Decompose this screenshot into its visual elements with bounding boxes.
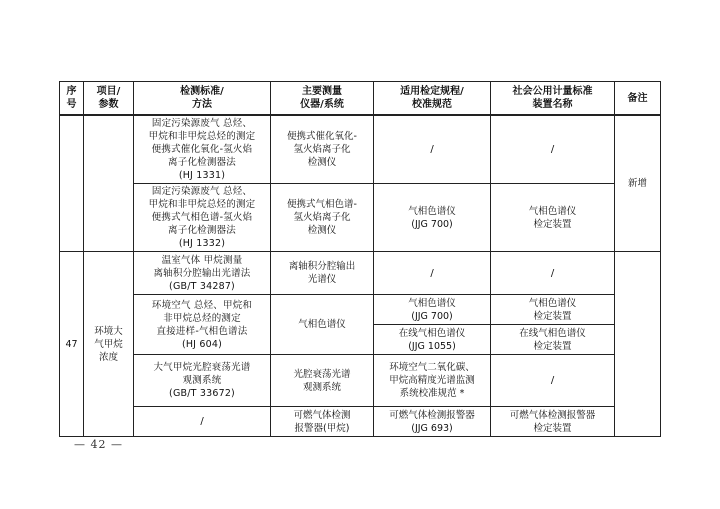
table-row [60,252,661,295]
header-seq: 序 号 [60,82,84,116]
regulation-cell: 可燃气体检测报警器 (JJG 693) [374,407,491,437]
header-method: 检测标准/ 方法 [134,82,271,116]
table-row [60,295,661,325]
table-header [60,82,661,116]
table-row [60,115,661,184]
instrument-cell: 气相色谱仪 [271,295,374,355]
metrology-standards-table [59,81,661,437]
header-instrument: 主要测量 仪器/系统 [271,82,374,116]
page-number: — 42 — [74,438,123,451]
method-cell: 固定污染源废气 总烃、 甲烷和非甲烷总烃的测定 便携式催化氧化-氢火焰 离子化检测器法 (HJ 1331) [134,115,271,184]
table-row [60,407,661,437]
method-cell: / [134,407,271,437]
header-row [60,82,661,116]
header-remark: 备注 [615,82,661,116]
seq-cell: 47 [60,252,84,437]
standard-device-cell: 气相色谱仪 检定装置 [491,295,615,325]
instrument-cell: 可燃气体检测 报警器(甲烷) [271,407,374,437]
header-regulation: 适用检定规程/ 校准规范 [374,82,491,116]
regulation-cell: 气相色谱仪 (JJG 700) [374,184,491,252]
item-cell-continued [84,115,134,252]
header-standard-device: 社会公用计量标准 装置名称 [491,82,615,116]
instrument-cell: 便携式气相色谱- 氢火焰离子化 检测仪 [271,184,374,252]
remark-cell: 新增 [615,115,661,252]
regulation-cell: / [374,252,491,295]
standard-device-cell: / [491,115,615,184]
standard-device-cell: 气相色谱仪 检定装置 [491,184,615,252]
standard-device-cell: / [491,355,615,407]
regulation-cell: / [374,115,491,184]
standard-device-cell: 在线气相色谱仪 检定装置 [491,325,615,355]
table-row [60,355,661,407]
standard-device-cell: / [491,252,615,295]
item-cell: 环境大 气甲烷 浓度 [84,252,134,437]
header-item: 项目/ 参数 [84,82,134,116]
instrument-cell: 光腔衰荡光谱 观测系统 [271,355,374,407]
regulation-cell: 环境空气二氧化碳、 甲烷高精度光谱监测 系统校准规范 * [374,355,491,407]
table-row [60,184,661,252]
instrument-cell: 离轴积分腔输出 光谱仪 [271,252,374,295]
instrument-cell: 便携式催化氧化- 氢火焰离子化 检测仪 [271,115,374,184]
remark-cell-empty [615,252,661,437]
method-cell: 固定污染源废气 总烃、 甲烷和非甲烷总烃的测定 便携式气相色谱-氢火焰 离子化检测器法 (HJ 1332) [134,184,271,252]
method-cell: 大气甲烷光腔衰荡光谱 观测系统 (GB/T 33672) [134,355,271,407]
regulation-cell: 气相色谱仪 (JJG 700) [374,295,491,325]
method-cell: 环境空气 总烃、甲烷和 非甲烷总烃的测定 直接进样-气相色谱法 (HJ 604) [134,295,271,355]
method-cell: 温室气体 甲烷测量 离轴积分腔输出光谱法 (GB/T 34287) [134,252,271,295]
standard-device-cell: 可燃气体检测报警器 检定装置 [491,407,615,437]
table-body [60,115,661,437]
regulation-cell: 在线气相色谱仪 (JJG 1055) [374,325,491,355]
seq-cell-continued [60,115,84,252]
